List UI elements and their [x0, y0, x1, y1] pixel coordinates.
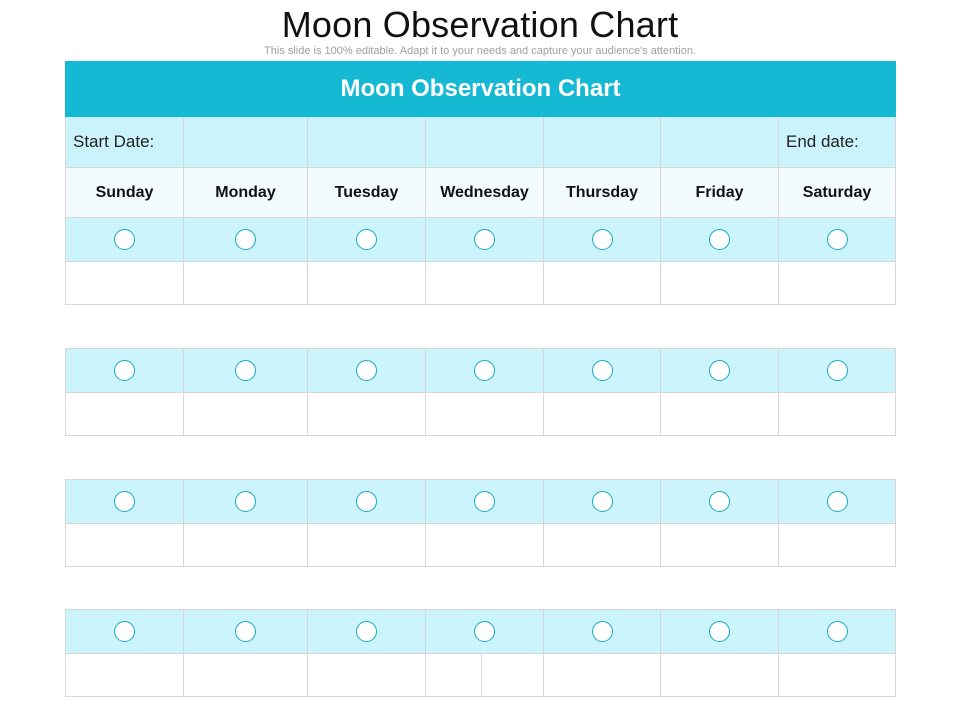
- moon-cell[interactable]: [66, 218, 184, 262]
- date-field[interactable]: [308, 117, 426, 168]
- day-thursday: Thursday: [544, 168, 661, 218]
- note-cell[interactable]: [544, 262, 661, 305]
- moon-cell[interactable]: [544, 349, 661, 393]
- note-cell[interactable]: [426, 262, 544, 305]
- moon-cell[interactable]: [308, 349, 426, 393]
- moon-cell[interactable]: [779, 218, 896, 262]
- observation-table: [65, 61, 896, 305]
- week-table-3: [65, 479, 896, 567]
- note-cell[interactable]: [426, 524, 544, 567]
- moon-cell[interactable]: [544, 480, 661, 524]
- date-row: [66, 117, 896, 168]
- moon-cell[interactable]: [426, 480, 544, 524]
- note-cell[interactable]: [661, 524, 779, 567]
- moon-phase-circle-icon[interactable]: [592, 229, 613, 250]
- moon-phase-circle-icon[interactable]: [592, 621, 613, 642]
- day-monday: Monday: [184, 168, 308, 218]
- start-date-label: Start Date:: [66, 117, 184, 168]
- note-cell[interactable]: [426, 393, 544, 436]
- moon-cell[interactable]: [544, 218, 661, 262]
- moon-phase-circle-icon[interactable]: [356, 360, 377, 381]
- note-cell[interactable]: [661, 393, 779, 436]
- moon-phase-circle-icon[interactable]: [709, 229, 730, 250]
- moon-phase-circle-icon[interactable]: [114, 621, 135, 642]
- moon-phase-circle-icon[interactable]: [235, 491, 256, 512]
- moon-phase-circle-icon[interactable]: [592, 360, 613, 381]
- moon-cell[interactable]: [661, 349, 779, 393]
- moon-cell[interactable]: [184, 480, 308, 524]
- note-cell[interactable]: [184, 262, 308, 305]
- table-header: Moon Observation Chart: [66, 62, 896, 117]
- moon-cell[interactable]: [779, 610, 896, 654]
- moon-phase-circle-icon[interactable]: [474, 229, 495, 250]
- end-date-field[interactable]: [661, 117, 779, 168]
- note-cell[interactable]: [779, 393, 896, 436]
- note-cell[interactable]: [308, 524, 426, 567]
- note-cell[interactable]: [661, 262, 779, 305]
- note-cell[interactable]: [779, 524, 896, 567]
- moon-cell[interactable]: [661, 218, 779, 262]
- moon-cell[interactable]: [184, 218, 308, 262]
- moon-cell[interactable]: [308, 480, 426, 524]
- moon-cell[interactable]: [426, 349, 544, 393]
- moon-phase-circle-icon[interactable]: [235, 621, 256, 642]
- moon-cell[interactable]: [426, 218, 544, 262]
- moon-cell[interactable]: [66, 349, 184, 393]
- moon-row-week-3: [66, 480, 896, 524]
- moon-phase-circle-icon[interactable]: [474, 621, 495, 642]
- moon-phase-circle-icon[interactable]: [827, 229, 848, 250]
- end-date-label: End date:: [779, 117, 896, 168]
- moon-cell[interactable]: [184, 610, 308, 654]
- moon-phase-circle-icon[interactable]: [235, 360, 256, 381]
- day-friday: Friday: [661, 168, 779, 218]
- notes-row-week-1: [66, 262, 896, 305]
- note-cell[interactable]: [66, 524, 184, 567]
- moon-cell[interactable]: [308, 218, 426, 262]
- note-cell[interactable]: [66, 393, 184, 436]
- note-cell[interactable]: [426, 654, 544, 697]
- notes-row-week-4: [66, 654, 896, 697]
- moon-phase-circle-icon[interactable]: [592, 491, 613, 512]
- moon-row-week-1: [66, 218, 896, 262]
- day-wednesday: Wednesday: [426, 168, 544, 218]
- notes-row-week-2: [66, 393, 896, 436]
- moon-phase-circle-icon[interactable]: [114, 229, 135, 250]
- week-table-2: [65, 348, 896, 436]
- note-cell[interactable]: [184, 393, 308, 436]
- moon-cell[interactable]: [184, 349, 308, 393]
- moon-phase-circle-icon[interactable]: [827, 360, 848, 381]
- slide-title: Moon Observation Chart: [281, 4, 679, 45]
- notes-row-week-3: [66, 524, 896, 567]
- moon-phase-circle-icon[interactable]: [827, 491, 848, 512]
- moon-phase-circle-icon[interactable]: [356, 229, 377, 250]
- note-cell[interactable]: [544, 524, 661, 567]
- day-tuesday: Tuesday: [308, 168, 426, 218]
- moon-cell[interactable]: [544, 610, 661, 654]
- moon-cell[interactable]: [661, 610, 779, 654]
- start-date-field[interactable]: [184, 117, 308, 168]
- moon-phase-circle-icon[interactable]: [709, 491, 730, 512]
- day-sunday: Sunday: [66, 168, 184, 218]
- moon-phase-circle-icon[interactable]: [114, 360, 135, 381]
- note-cell[interactable]: [308, 393, 426, 436]
- moon-phase-circle-icon[interactable]: [235, 229, 256, 250]
- moon-cell[interactable]: [66, 480, 184, 524]
- moon-cell[interactable]: [779, 349, 896, 393]
- moon-cell[interactable]: [779, 480, 896, 524]
- moon-cell[interactable]: [66, 610, 184, 654]
- moon-phase-circle-icon[interactable]: [709, 360, 730, 381]
- moon-cell[interactable]: [308, 610, 426, 654]
- moon-phase-circle-icon[interactable]: [114, 491, 135, 512]
- moon-cell[interactable]: [426, 610, 544, 654]
- moon-phase-circle-icon[interactable]: [709, 621, 730, 642]
- note-cell[interactable]: [184, 524, 308, 567]
- note-cell[interactable]: [544, 654, 661, 697]
- week-table-4: [65, 609, 896, 697]
- moon-row-week-2: [66, 349, 896, 393]
- note-cell[interactable]: [66, 262, 184, 305]
- day-saturday: Saturday: [779, 168, 896, 218]
- moon-phase-circle-icon[interactable]: [474, 491, 495, 512]
- moon-phase-circle-icon[interactable]: [827, 621, 848, 642]
- note-cell[interactable]: [779, 262, 896, 305]
- day-names-row: [66, 168, 896, 218]
- date-field[interactable]: [544, 117, 661, 168]
- note-cell[interactable]: [308, 654, 426, 697]
- slide-subtitle: This slide is 100% editable. Adapt it to your needs and capture your audience's attention.: [264, 45, 696, 57]
- moon-cell[interactable]: [661, 480, 779, 524]
- moon-phase-circle-icon[interactable]: [356, 491, 377, 512]
- note-cell[interactable]: [544, 393, 661, 436]
- note-cell[interactable]: [184, 654, 308, 697]
- moon-phase-circle-icon[interactable]: [356, 621, 377, 642]
- note-cell[interactable]: [779, 654, 896, 697]
- date-field[interactable]: [426, 117, 544, 168]
- moon-row-week-4: [66, 610, 896, 654]
- note-cell[interactable]: [661, 654, 779, 697]
- note-cell[interactable]: [66, 654, 184, 697]
- moon-phase-circle-icon[interactable]: [474, 360, 495, 381]
- note-cell[interactable]: [308, 262, 426, 305]
